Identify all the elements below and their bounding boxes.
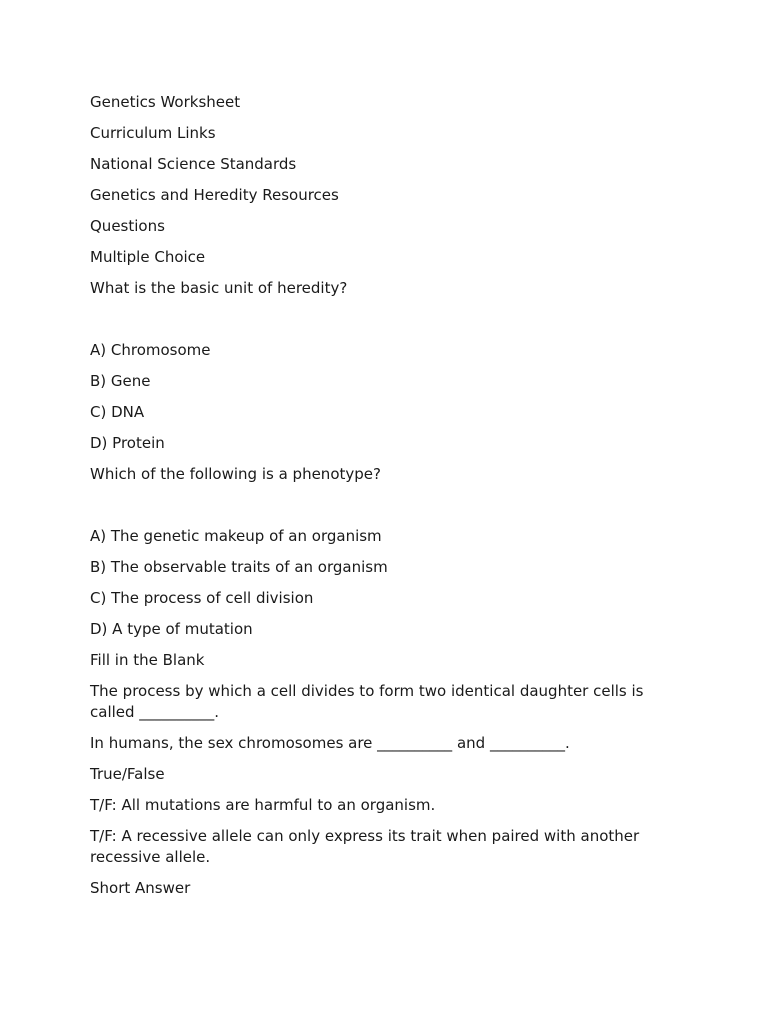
question-2-option-b: B) The observable traits of an organism	[90, 558, 388, 576]
spacer	[90, 495, 660, 516]
question-2-prompt: Which of the following is a phenotype?	[90, 465, 381, 483]
page-title: Genetics Worksheet	[90, 93, 241, 111]
question-1-option-b: B) Gene	[90, 372, 151, 390]
true-false-question-1: T/F: All mutations are harmful to an organism.	[90, 796, 436, 814]
question-2-option-c: C) The process of cell division	[90, 589, 314, 607]
section-short-answer: Short Answer	[90, 879, 191, 897]
section-true-false: True/False	[90, 765, 165, 783]
spacer	[90, 309, 660, 330]
question-1-option-a: A) Chromosome	[90, 341, 211, 359]
question-2-option-a: A) The genetic makeup of an organism	[90, 527, 382, 545]
question-1-option-d: D) Protein	[90, 434, 165, 452]
section-curriculum-links: Curriculum Links	[90, 124, 216, 142]
section-questions: Questions	[90, 217, 165, 235]
fill-blank-question-2: In humans, the sex chromosomes are __________ and __________.	[90, 734, 570, 752]
section-fill-in-the-blank: Fill in the Blank	[90, 651, 205, 669]
section-multiple-choice: Multiple Choice	[90, 248, 206, 266]
true-false-question-2: T/F: A recessive allele can only express its trait when paired with another recessive allele.	[90, 827, 640, 866]
resources-text: Genetics and Heredity Resources	[90, 186, 339, 204]
question-1-prompt: What is the basic unit of heredity?	[90, 279, 348, 297]
standards-text: National Science Standards	[90, 155, 297, 173]
fill-blank-question-1: The process by which a cell divides to form two identical daughter cells is called __________.	[90, 682, 644, 721]
worksheet-page	[90, 92, 660, 909]
question-2-option-d: D) A type of mutation	[90, 620, 253, 638]
question-1-option-c: C) DNA	[90, 403, 145, 421]
